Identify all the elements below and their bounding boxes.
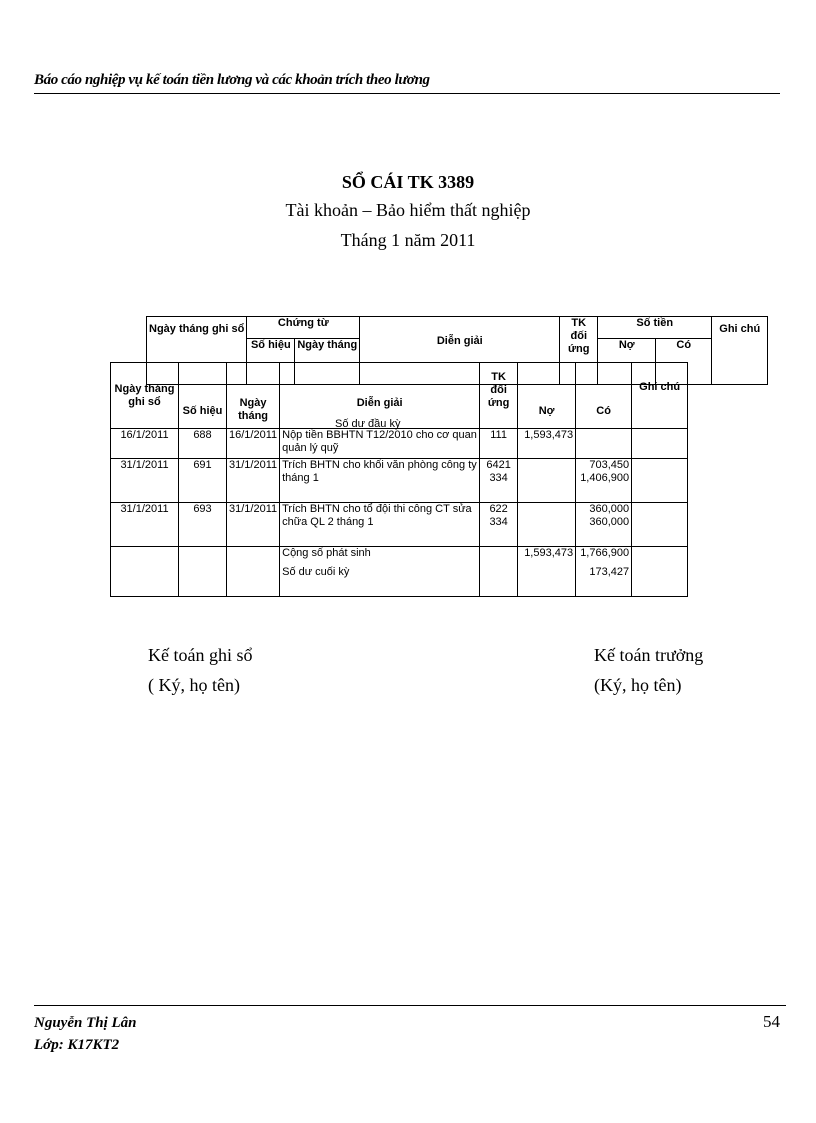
cell-debit: 1,593,473 xyxy=(518,429,576,459)
col-header-voucher-date-main: Ngày tháng xyxy=(227,363,280,429)
total-label: Cộng số phát sinh xyxy=(282,547,371,559)
cell-description: Trích BHTN cho tổ đội thi công CT sửa chữa QL 2 tháng 1 xyxy=(280,503,480,547)
col-header-credit: Có xyxy=(656,339,712,385)
col-header-voucher-number: Số hiệu xyxy=(247,339,295,385)
cell-debit xyxy=(518,503,576,547)
cell-account: 111 xyxy=(480,429,518,459)
signature-right-note: (Ký, họ tên) xyxy=(594,675,682,695)
total-credit: 1,766,900 xyxy=(580,547,630,559)
col-header-description: Diễn giải xyxy=(360,317,560,385)
cell-account xyxy=(480,547,518,597)
cell-voucher-date: 31/1/2011 xyxy=(227,459,280,503)
cell-voucher-number: 691 xyxy=(179,459,227,503)
cell-note xyxy=(632,503,688,547)
col-header-debit-main: Nợ xyxy=(518,363,576,429)
cell-note xyxy=(632,429,688,459)
author-name: Nguyễn Thị Lân xyxy=(34,1015,137,1031)
account-name: Tài khoản – Bảo hiểm thất nghiệp xyxy=(285,200,531,220)
cell-description xyxy=(280,547,480,597)
cell-account: 622 334 xyxy=(480,503,518,547)
cell-voucher-number: 688 xyxy=(179,429,227,459)
cell-voucher-number xyxy=(179,547,227,597)
page-number: 54 xyxy=(763,1012,780,1031)
footer-divider xyxy=(34,1005,786,1006)
table-row xyxy=(111,459,688,503)
cell-date: 31/1/2011 xyxy=(111,459,179,503)
signature-right-title: Kế toán trưởng xyxy=(594,645,704,665)
closing-balance-label: Số dư cuối kỳ xyxy=(282,566,350,578)
col-header-date-main: Ngày tháng ghi sổ xyxy=(111,363,179,429)
col-header-voucher: Chứng từ xyxy=(247,317,360,339)
cell-description: Nộp tiền BBHTN T12/2010 cho cơ quan quản lý quỹ xyxy=(280,429,480,459)
cell-credit xyxy=(576,547,632,597)
period: Tháng 1 năm 2011 xyxy=(340,230,476,250)
col-header-note: Ghi chú xyxy=(712,317,768,385)
cell-debit xyxy=(518,459,576,503)
table-row xyxy=(111,503,688,547)
col-header-voucher-number-main: Số hiệu xyxy=(179,363,227,429)
closing-balance-credit: 173,427 xyxy=(589,566,630,578)
table-row-summary xyxy=(111,547,688,597)
ledger-title: SỔ CÁI TK 3389 xyxy=(341,172,475,192)
col-header-account: TK đối ứng xyxy=(560,317,598,385)
col-header-date: Ngày tháng ghi sổ xyxy=(147,317,247,385)
cell-voucher-date xyxy=(227,547,280,597)
cell-voucher-date: 31/1/2011 xyxy=(227,503,280,547)
header-divider xyxy=(34,93,780,94)
col-header-account-main: TK đối ứng xyxy=(480,363,518,429)
cell-voucher-date: 16/1/2011 xyxy=(227,429,280,459)
col-header-voucher-date: Ngày tháng xyxy=(295,339,360,385)
ledger-table xyxy=(110,362,688,597)
cell-note xyxy=(632,459,688,503)
cell-credit: 360,000 360,000 xyxy=(576,503,632,547)
running-header: Báo cáo nghiệp vụ kế toán tiền lương và các khoản trích theo lương xyxy=(34,72,430,88)
cell-description: Trích BHTN cho khối văn phòng công ty tháng 1 xyxy=(280,459,480,503)
cell-date: 31/1/2011 xyxy=(111,503,179,547)
col-header-credit-main: Có xyxy=(576,363,632,429)
col-header-note-main: Ghi chú xyxy=(632,363,688,429)
cell-note xyxy=(632,547,688,597)
author-class: Lớp: K17KT2 xyxy=(34,1037,120,1053)
cell-account: 6421 334 xyxy=(480,459,518,503)
opening-balance-label: Số dư đầu kỳ xyxy=(335,418,401,430)
footer-author xyxy=(34,1012,137,1056)
cell-voucher-number: 693 xyxy=(179,503,227,547)
cell-date xyxy=(111,547,179,597)
cell-credit xyxy=(576,429,632,459)
signature-left xyxy=(148,640,252,700)
cell-credit: 703,450 1,406,900 xyxy=(576,459,632,503)
cell-date: 16/1/2011 xyxy=(111,429,179,459)
signature-left-title: Kế toán ghi sổ xyxy=(148,645,253,665)
signature-left-note: ( Ký, họ tên) xyxy=(148,675,240,695)
col-header-description-main: Diễn giải xyxy=(280,363,480,429)
signature-right xyxy=(594,640,703,700)
total-debit: 1,593,473 xyxy=(518,547,576,597)
col-header-amount: Số tiền xyxy=(598,317,712,339)
table-row xyxy=(111,429,688,459)
col-header-debit: Nợ xyxy=(598,339,656,385)
